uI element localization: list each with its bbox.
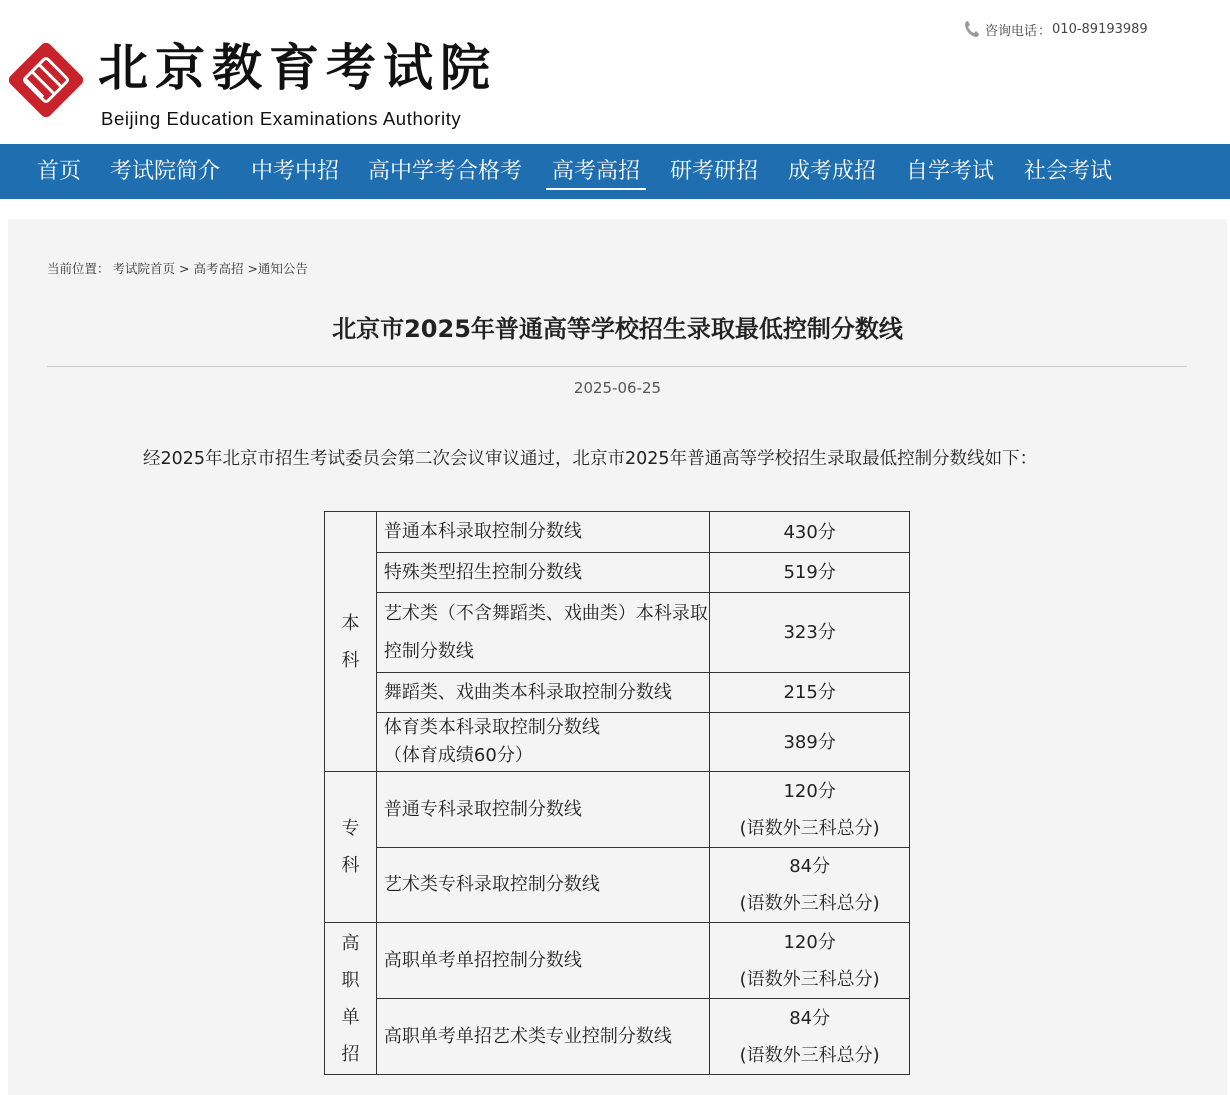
breadcrumb: [47, 260, 308, 278]
nav-item-xuekao[interactable]: 高中学考合格考: [368, 159, 523, 184]
group-cell-junior: [325, 772, 377, 923]
site-header: [0, 0, 1230, 144]
score-note: (语数外三科总分): [739, 817, 880, 839]
main-nav: [0, 144, 1230, 199]
table-cell-score: [710, 713, 910, 772]
table-row: [325, 553, 910, 593]
group-cell-vocational: [325, 923, 377, 1075]
group-label-char: 科: [341, 855, 360, 876]
table-cell-score: [710, 512, 910, 553]
title-divider: [47, 366, 1187, 367]
nav-item-zixue[interactable]: 自学考试: [906, 159, 995, 184]
score-value: 84分: [789, 856, 831, 877]
article-container: [8, 219, 1227, 1095]
item-note: （体育成绩60分）: [383, 745, 533, 766]
breadcrumb-link-notices[interactable]: >通知公告: [247, 261, 308, 276]
nav-item-shehui[interactable]: 社会考试: [1024, 159, 1113, 184]
item-label: 体育类本科录取控制分数线: [383, 717, 600, 738]
article-date: 2025-06-25: [573, 379, 662, 397]
table-cell-item: 艺术类专科录取控制分数线: [376, 848, 709, 923]
breadcrumb-link-home[interactable]: 考试院首页: [112, 261, 176, 276]
table-cell-score: [710, 923, 910, 999]
score-value: 323分: [783, 622, 836, 643]
group-label-char: 单: [341, 1006, 360, 1028]
phone-number: 010-89193989: [1052, 21, 1148, 37]
table-cell-score: [710, 593, 910, 673]
score-note: (语数外三科总分): [739, 1044, 880, 1066]
table-cell-item: 普通专科录取控制分数线: [376, 772, 709, 848]
table-cell-item: 艺术类（不含舞蹈类、戏曲类）本科录取控制分数线: [376, 593, 709, 673]
score-value: 84分: [789, 1007, 831, 1029]
group-label-char: 高: [341, 932, 360, 954]
phone-separator: ：: [1038, 23, 1052, 39]
table-row: [325, 512, 910, 553]
table-cell-item: 普通本科录取控制分数线: [376, 512, 709, 553]
table-cell-item: 高职单考单招控制分数线: [376, 923, 709, 999]
table-row: [325, 999, 910, 1075]
table-row: [325, 713, 910, 772]
table-cell-item: 特殊类型招生控制分数线: [376, 553, 709, 593]
breadcrumb-prefix: 当前位置：: [47, 261, 110, 276]
table-cell-score: [710, 772, 910, 848]
nav-item-gaokao[interactable]: 高考高招: [552, 144, 640, 199]
phone-icon: [964, 20, 980, 38]
group-label-char: 招: [341, 1043, 360, 1065]
table-cell-score: [710, 553, 910, 593]
score-value: 389分: [783, 731, 836, 753]
table-cell-item: [376, 713, 709, 772]
table-cell-score: [710, 673, 910, 713]
score-value: 519分: [783, 562, 836, 583]
brand-name-cn[interactable]: 北京教育考试院: [98, 38, 497, 97]
nav-item-home[interactable]: 首页: [37, 159, 82, 184]
group-label-char: 职: [341, 969, 360, 991]
table-cell-item: 高职单考单招艺术类专业控制分数线: [376, 999, 709, 1075]
article-title: 北京市2025年普通高等学校招生录取最低控制分数线: [332, 315, 903, 343]
table-cell-item: 舞蹈类、戏曲类本科录取控制分数线: [376, 673, 709, 713]
table-row: [325, 923, 910, 999]
group-label-char: 本: [341, 612, 360, 634]
breadcrumb-link-gaokao[interactable]: > 高考高招: [179, 261, 244, 276]
score-value: 215分: [783, 682, 836, 703]
contact-phone: [964, 19, 1148, 39]
score-value: 430分: [783, 521, 836, 543]
score-note: (语数外三科总分): [739, 968, 880, 990]
group-label-char: 科: [341, 649, 360, 671]
group-cell-undergrad: [325, 512, 377, 772]
table-cell-score: [710, 999, 910, 1075]
score-table: [324, 511, 910, 1075]
table-row: [325, 673, 910, 713]
score-value: 120分: [783, 780, 836, 802]
nav-item-yankao[interactable]: 研考研招: [670, 159, 759, 184]
nav-item-chengkao[interactable]: 成考成招: [788, 159, 877, 184]
logo-icon[interactable]: [6, 40, 86, 120]
table-row: [325, 593, 910, 673]
brand-name-en: Beijing Education Examinations Authority: [101, 108, 462, 129]
table-row: [325, 772, 910, 848]
article-intro: 经2025年北京市招生考试委员会第二次会议审议通过，北京市2025年普通高等学校招生录取最低控制分数线如下：: [143, 449, 1038, 469]
group-label-char: 专: [341, 818, 360, 839]
nav-item-zhongkao[interactable]: 中考中招: [251, 159, 340, 184]
score-value: 120分: [783, 931, 836, 953]
phone-label: 咨询电话: [985, 23, 1038, 39]
table-row: [325, 848, 910, 923]
table-cell-score: [710, 848, 910, 923]
nav-item-about[interactable]: 考试院简介: [110, 159, 221, 184]
score-note: (语数外三科总分): [739, 893, 880, 914]
